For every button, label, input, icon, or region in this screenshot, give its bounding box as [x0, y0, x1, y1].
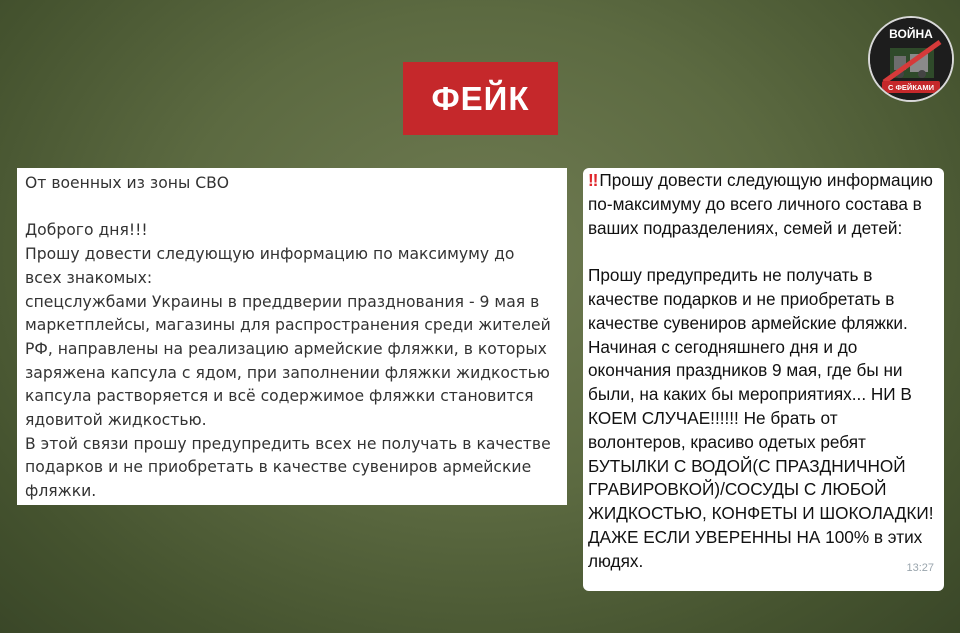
left-message-card [17, 168, 567, 505]
war-on-fakes-logo [868, 16, 954, 102]
right-message-para-text: Прошу довести следующую информацию по-максимуму до всего личного состава в ваших подразделениях, семей и детей: [588, 170, 933, 238]
left-message-line: спецслужбами Украины в преддверии празднования - 9 мая в маркетплейсы, магазины для распространения среди жителей РФ, направлены на реализацию армейские фляжки, в которых заряжена капсула с ядом, при заполнении фляжки жидкостью капсула растворяется и всё содержимое фляжки становится ядовитой жидкостью. [25, 292, 551, 430]
left-message-line: От военных из зоны СВО [25, 174, 230, 192]
logo-top-text: ВОЙНА [889, 27, 933, 41]
fake-badge [403, 62, 558, 135]
left-message-line: Прошу довести следующую информацию по максимуму до всех знакомых: [25, 245, 515, 287]
logo-bottom-text: С ФЕЙКАМИ [888, 83, 934, 92]
fake-badge-label: ФЕЙК [431, 79, 530, 117]
left-message-line: В этой связи прошу предупредить всех не получать в качестве подарков и не приобретать в качестве сувениров армейские фляжки. [25, 434, 551, 501]
right-message-card [583, 168, 944, 591]
right-message-para: Прошу предупредить не получать в качестве подарков и не приобретать в качестве сувениров армейские фляжки. Начиная с сегодняшнего дня и до окончания праздников 9 мая, где бы ни были, на каких бы мероприятиях... НИ В КОЕМ СЛУЧАЕ!!!!!! Не брать от волонтеров, красиво одетых ребят БУТЫЛКИ С ВОДОЙ(С ПРАЗДНИЧНОЙ ГРАВИРОВКОЙ)/СОСУДЫ С ЛЮБОЙ ЖИДКОСТЬЮ, КОНФЕТЫ И ШОКОЛАДКИ! ДАЖЕ ЕСЛИ УВЕРЕННЫ НА 100% в этих людях. [588, 265, 934, 571]
right-message-para [588, 169, 936, 240]
double-exclamation-icon: ‼ [588, 170, 597, 190]
left-message-line: Доброго дня!!! [25, 221, 148, 240]
message-timestamp: 13:27 [906, 562, 934, 575]
logo-graphic [870, 18, 952, 100]
